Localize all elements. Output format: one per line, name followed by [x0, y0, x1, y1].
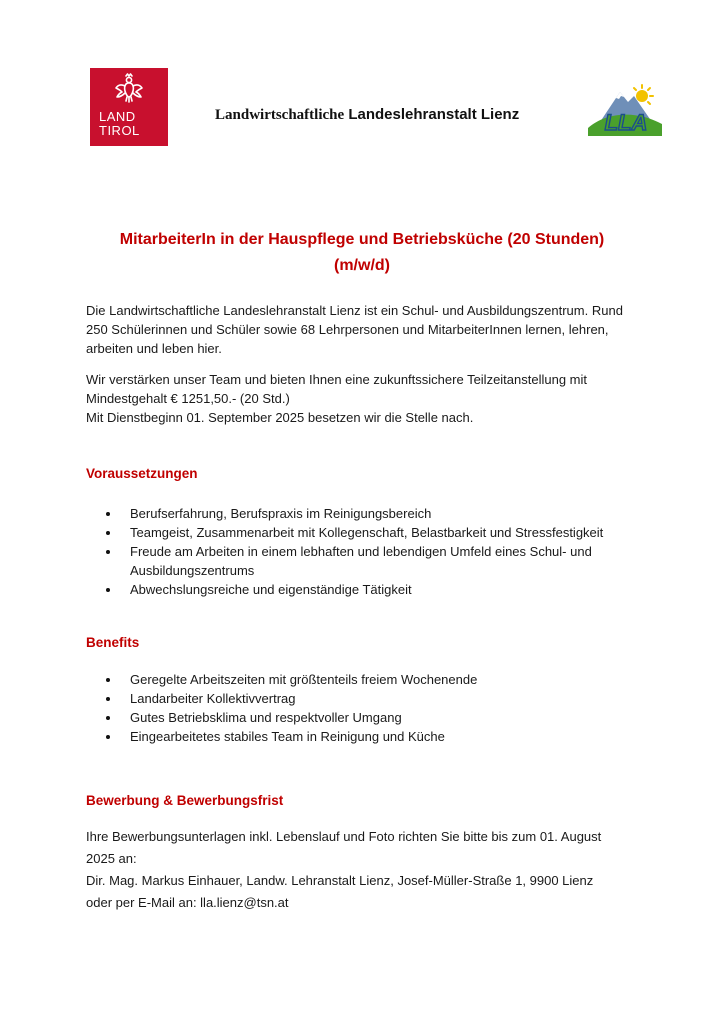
- list-item: Berufserfahrung, Berufspraxis im Reinigungsbereich: [86, 504, 646, 523]
- list-item: Freude am Arbeiten in einem lebhaften und lebendigen Umfeld eines Schul- und Ausbildungszentrums: [86, 542, 646, 580]
- offer-paragraph: [86, 370, 646, 427]
- lla-logo: [586, 84, 664, 136]
- benefits-list: [86, 670, 646, 746]
- land-tirol-logo: [90, 68, 168, 146]
- list-item: Landarbeiter Kollektivvertrag: [86, 689, 646, 708]
- benefits-heading: Benefits: [86, 635, 140, 650]
- logo-text-line2: TIROL: [99, 123, 140, 138]
- list-item: Abwechslungsreiche und eigenständige Tätigkeit: [86, 580, 646, 599]
- offer-line2: Mindestgehalt € 1251,50.- (20 Std.): [86, 391, 290, 406]
- job-title: [0, 227, 724, 279]
- header-title: [215, 106, 519, 124]
- logo-text-line1: LAND: [99, 109, 136, 124]
- list-item: Gutes Betriebsklima und respektvoller Umgang: [86, 708, 646, 727]
- list-item: Eingearbeitetes stabiles Team in Reinigung und Küche: [86, 727, 646, 746]
- header-title-part1: Landwirtschaftliche: [215, 107, 345, 123]
- application-heading: Bewerbung & Bewerbungsfrist: [86, 793, 284, 808]
- list-item: Teamgeist, Zusammenarbeit mit Kollegenschaft, Belastbarkeit und Stressfestigkeit: [86, 523, 646, 542]
- application-line1: Ihre Bewerbungsunterlagen inkl. Lebenslauf und Foto richten Sie bitte bis zum 01. August: [86, 829, 602, 844]
- job-title-line1: MitarbeiterIn in der Hauspflege und Betriebsküche (20 Stunden): [119, 231, 605, 248]
- requirements-list: [86, 504, 646, 599]
- lla-logo-text: LLA: [604, 110, 648, 135]
- offer-line1: Wir verstärken unser Team und bieten Ihnen eine zukunftssichere Teilzeitanstellung mit: [86, 372, 588, 387]
- requirements-heading: Voraussetzungen: [86, 466, 198, 481]
- intro-paragraph: Die Landwirtschaftliche Landeslehranstalt Lienz ist ein Schul- und Ausbildungszentrum. Rund 250 Schülerinnen und Schüler sowie 68 Lehrpersonen und MitarbeiterInnen lernen, lehren, arbeiten und leben hier.: [86, 303, 623, 356]
- land-tirol-logo-text: [99, 110, 140, 138]
- eagle-icon: [114, 73, 144, 105]
- application-line2: 2025 an:: [86, 851, 137, 866]
- start-date-line: Mit Dienstbeginn 01. September 2025 besetzen wir die Stelle nach.: [86, 410, 474, 425]
- application-paragraph: [86, 826, 646, 914]
- address-line: Dir. Mag. Markus Einhauer, Landw. Lehranstalt Lienz, Josef-Müller-Straße 1, 9900 Lienz: [86, 873, 594, 888]
- header-title-part2: Landeslehranstalt Lienz: [344, 106, 520, 123]
- email-line: oder per E-Mail an: lla.lienz@tsn.at: [86, 895, 289, 910]
- list-item: Geregelte Arbeitszeiten mit größtenteils freiem Wochenende: [86, 670, 646, 689]
- job-title-line2: (m/w/d): [334, 257, 390, 274]
